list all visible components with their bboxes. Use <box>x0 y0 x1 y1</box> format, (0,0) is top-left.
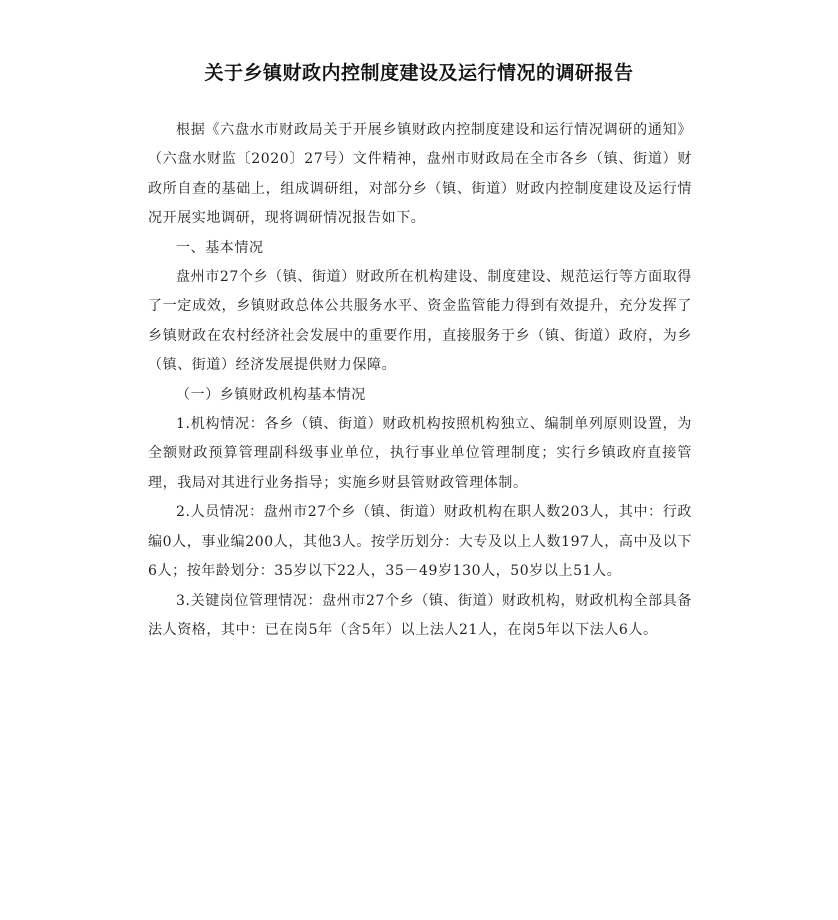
institution-paragraph: 1.机构情况：各乡（镇、街道）财政机构按照机构独立、编制单列原则设置，为全额财政预算管理副科级事业单位，执行事业单位管理制度；实行乡镇政府直接管理，我局对其进行业务指导；实施乡财县管财政管理体制。 <box>148 416 692 491</box>
personnel-paragraph: 2.人员情况：盘州市27个乡（镇、街道）财政机构在职人数203人，其中：行政编0人，事业编200人，其他3人。按学历划分：大专及以上人数197人，高中及以下6人；按年龄划分：35岁以下22人，35－49岁130人，50岁以上51人。 <box>148 504 692 580</box>
subsection-heading-institutions: （一）乡镇财政机构基本情况 <box>176 386 366 403</box>
intro-paragraph: 根据《六盘水市财政局关于开展乡镇财政内控制度建设和运行情况调研的通知》（六盘水财监〔2020〕27号）文件精神，盘州市财政局在全市各乡（镇、街道）财政所自查的基础上，组成调研组，对部分乡（镇、街道）财政内控制度建设及运行情况开展实地调研，现将调研情况报告如下。 <box>148 122 692 227</box>
key-position-paragraph: 3.关键岗位管理情况：盘州市27个乡（镇、街道）财政机构，财政机构全部具备法人资格，其中：已在岗5年（含5年）以上法人21人，在岗5年以下法人6人。 <box>148 592 692 638</box>
document-title: 关于乡镇财政内控制度建设及运行情况的调研报告 <box>204 62 634 84</box>
section-heading-basic: 一、基本情况 <box>176 239 264 256</box>
document-body <box>148 116 692 645</box>
basic-situation-paragraph: 盘州市27个乡（镇、街道）财政所在机构建设、制度建设、规范运行等方面取得了一定成效，乡镇财政总体公共服务水平、资金监管能力得到有效提升，充分发挥了乡镇财政在农村经济社会发展中的重要作用，直接服务于乡（镇、街道）政府，为乡（镇、街道）经济发展提供财力保障。 <box>148 269 692 374</box>
